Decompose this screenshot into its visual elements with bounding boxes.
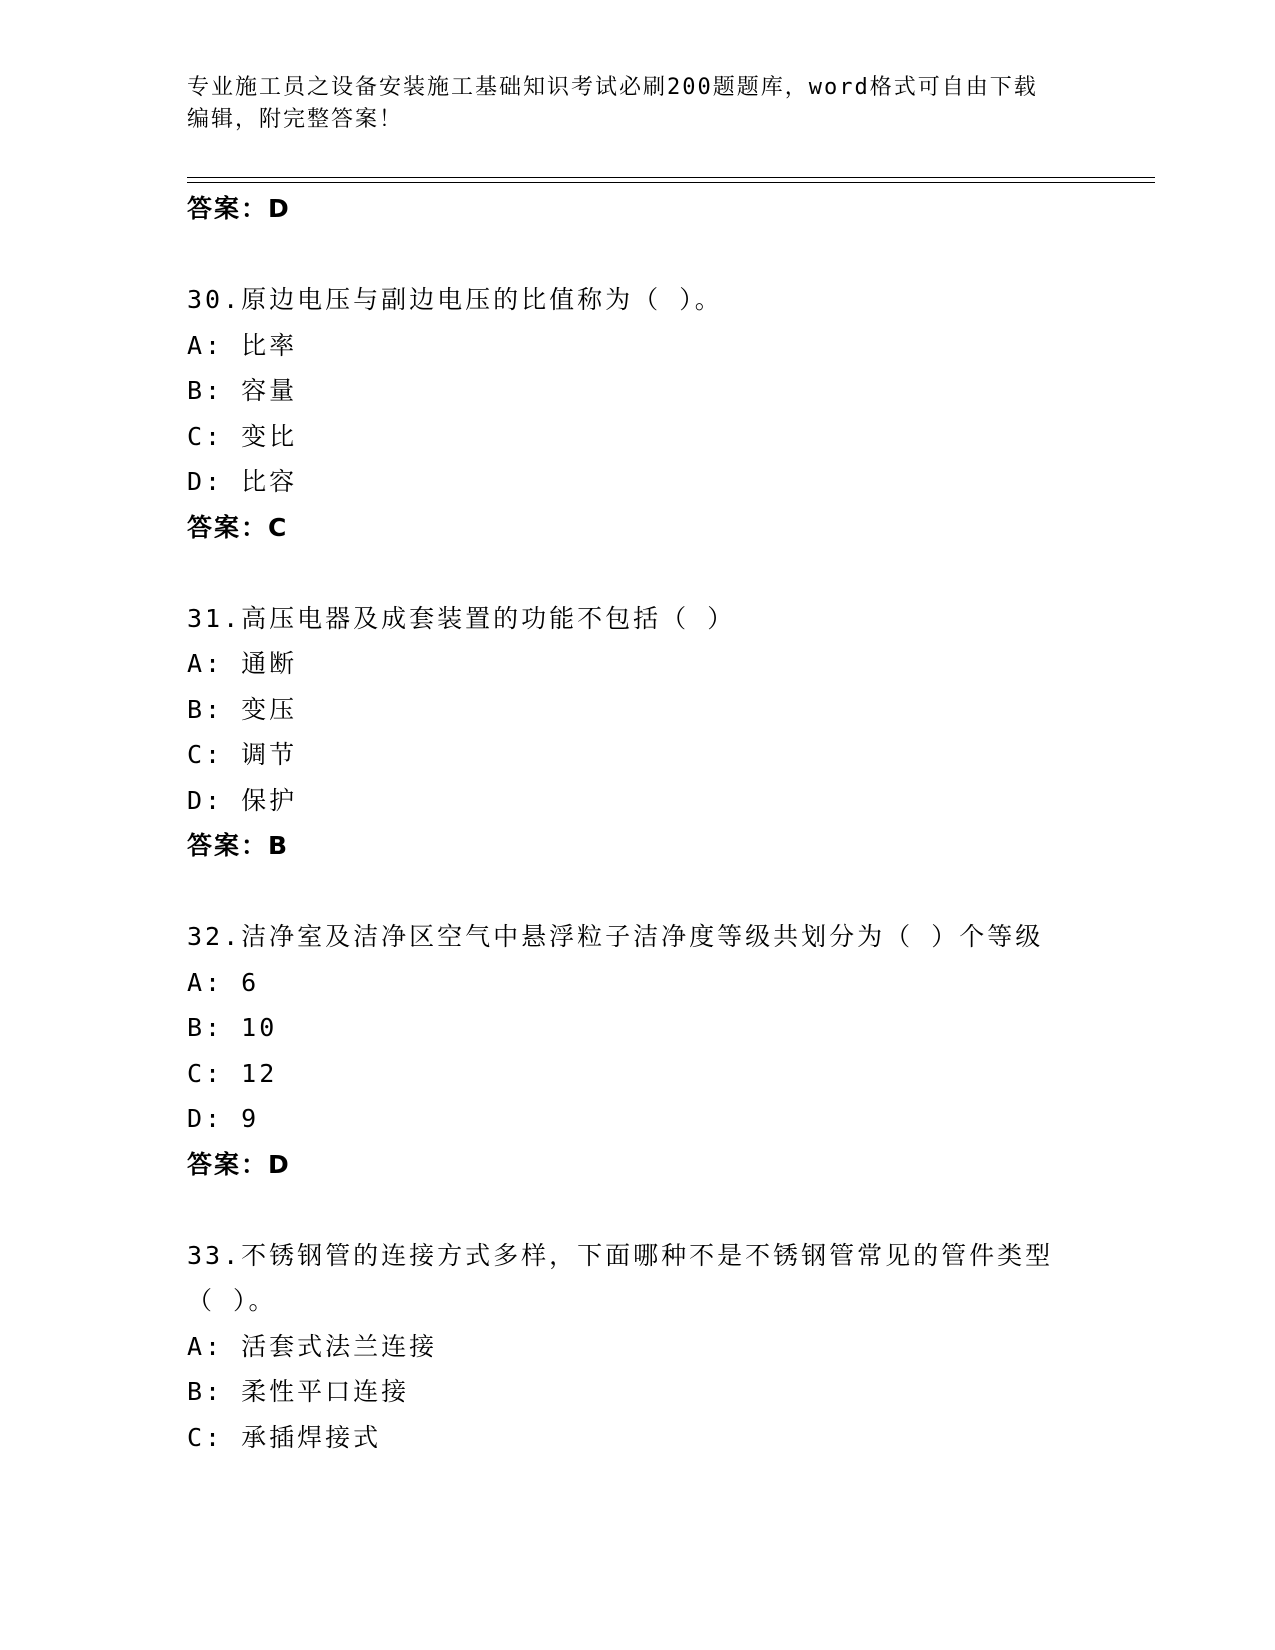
header-divider-top	[187, 177, 1155, 178]
question-text-line-2: （ ）。	[187, 1286, 277, 1315]
question-list	[187, 186, 1087, 1460]
option-d: D: 9	[187, 1104, 260, 1133]
option-b: B: 柔性平口连接	[187, 1377, 410, 1406]
spacer	[187, 869, 1087, 915]
question-text: 31.高压电器及成套装置的功能不包括（ ）	[187, 603, 736, 633]
option-c: C: 12	[187, 1058, 278, 1088]
option-a: A: 通断	[187, 649, 298, 678]
option-a: A: 6	[187, 967, 260, 997]
answer: 答案：B	[187, 831, 290, 860]
spacer	[187, 232, 1087, 278]
question-30	[187, 277, 1087, 550]
option-b: B: 10	[187, 1013, 278, 1042]
question-31	[187, 596, 1087, 869]
option-c: C: 调节	[187, 740, 298, 769]
question-33	[187, 1233, 1087, 1461]
option-d: D: 保护	[187, 785, 298, 815]
spacer	[187, 550, 1087, 596]
header-line-1: 专业施工员之设备安装施工基础知识考试必刷200题题库，word格式可自由下载	[187, 75, 1038, 100]
option-c: C: 承插焊接式	[187, 1422, 382, 1452]
answer: 答案：D	[187, 1149, 291, 1179]
question-32	[187, 914, 1087, 1187]
option-a: A: 比率	[187, 330, 298, 360]
question-text: 32.洁净室及洁净区空气中悬浮粒子洁净度等级共划分为（ ）个等级	[187, 922, 1044, 951]
answer: 答案：C	[187, 512, 289, 542]
option-d: D: 比容	[187, 467, 298, 496]
header-line-2: 编辑，附完整答案！	[187, 107, 404, 132]
page-header	[187, 72, 1087, 136]
spacer	[187, 1187, 1087, 1233]
option-b: B: 变压	[187, 694, 298, 724]
header-divider-bottom	[187, 182, 1155, 183]
answer-29: 答案：D	[187, 194, 291, 223]
question-text: 30.原边电压与副边电压的比值称为（ ）。	[187, 285, 723, 314]
option-a: A: 活套式法兰连接	[187, 1331, 438, 1361]
option-b: B: 容量	[187, 376, 298, 405]
option-c: C: 变比	[187, 421, 298, 451]
question-text-line-1: 33.不锈钢管的连接方式多样，下面哪种不是不锈钢管常见的管件类型	[187, 1240, 1054, 1270]
